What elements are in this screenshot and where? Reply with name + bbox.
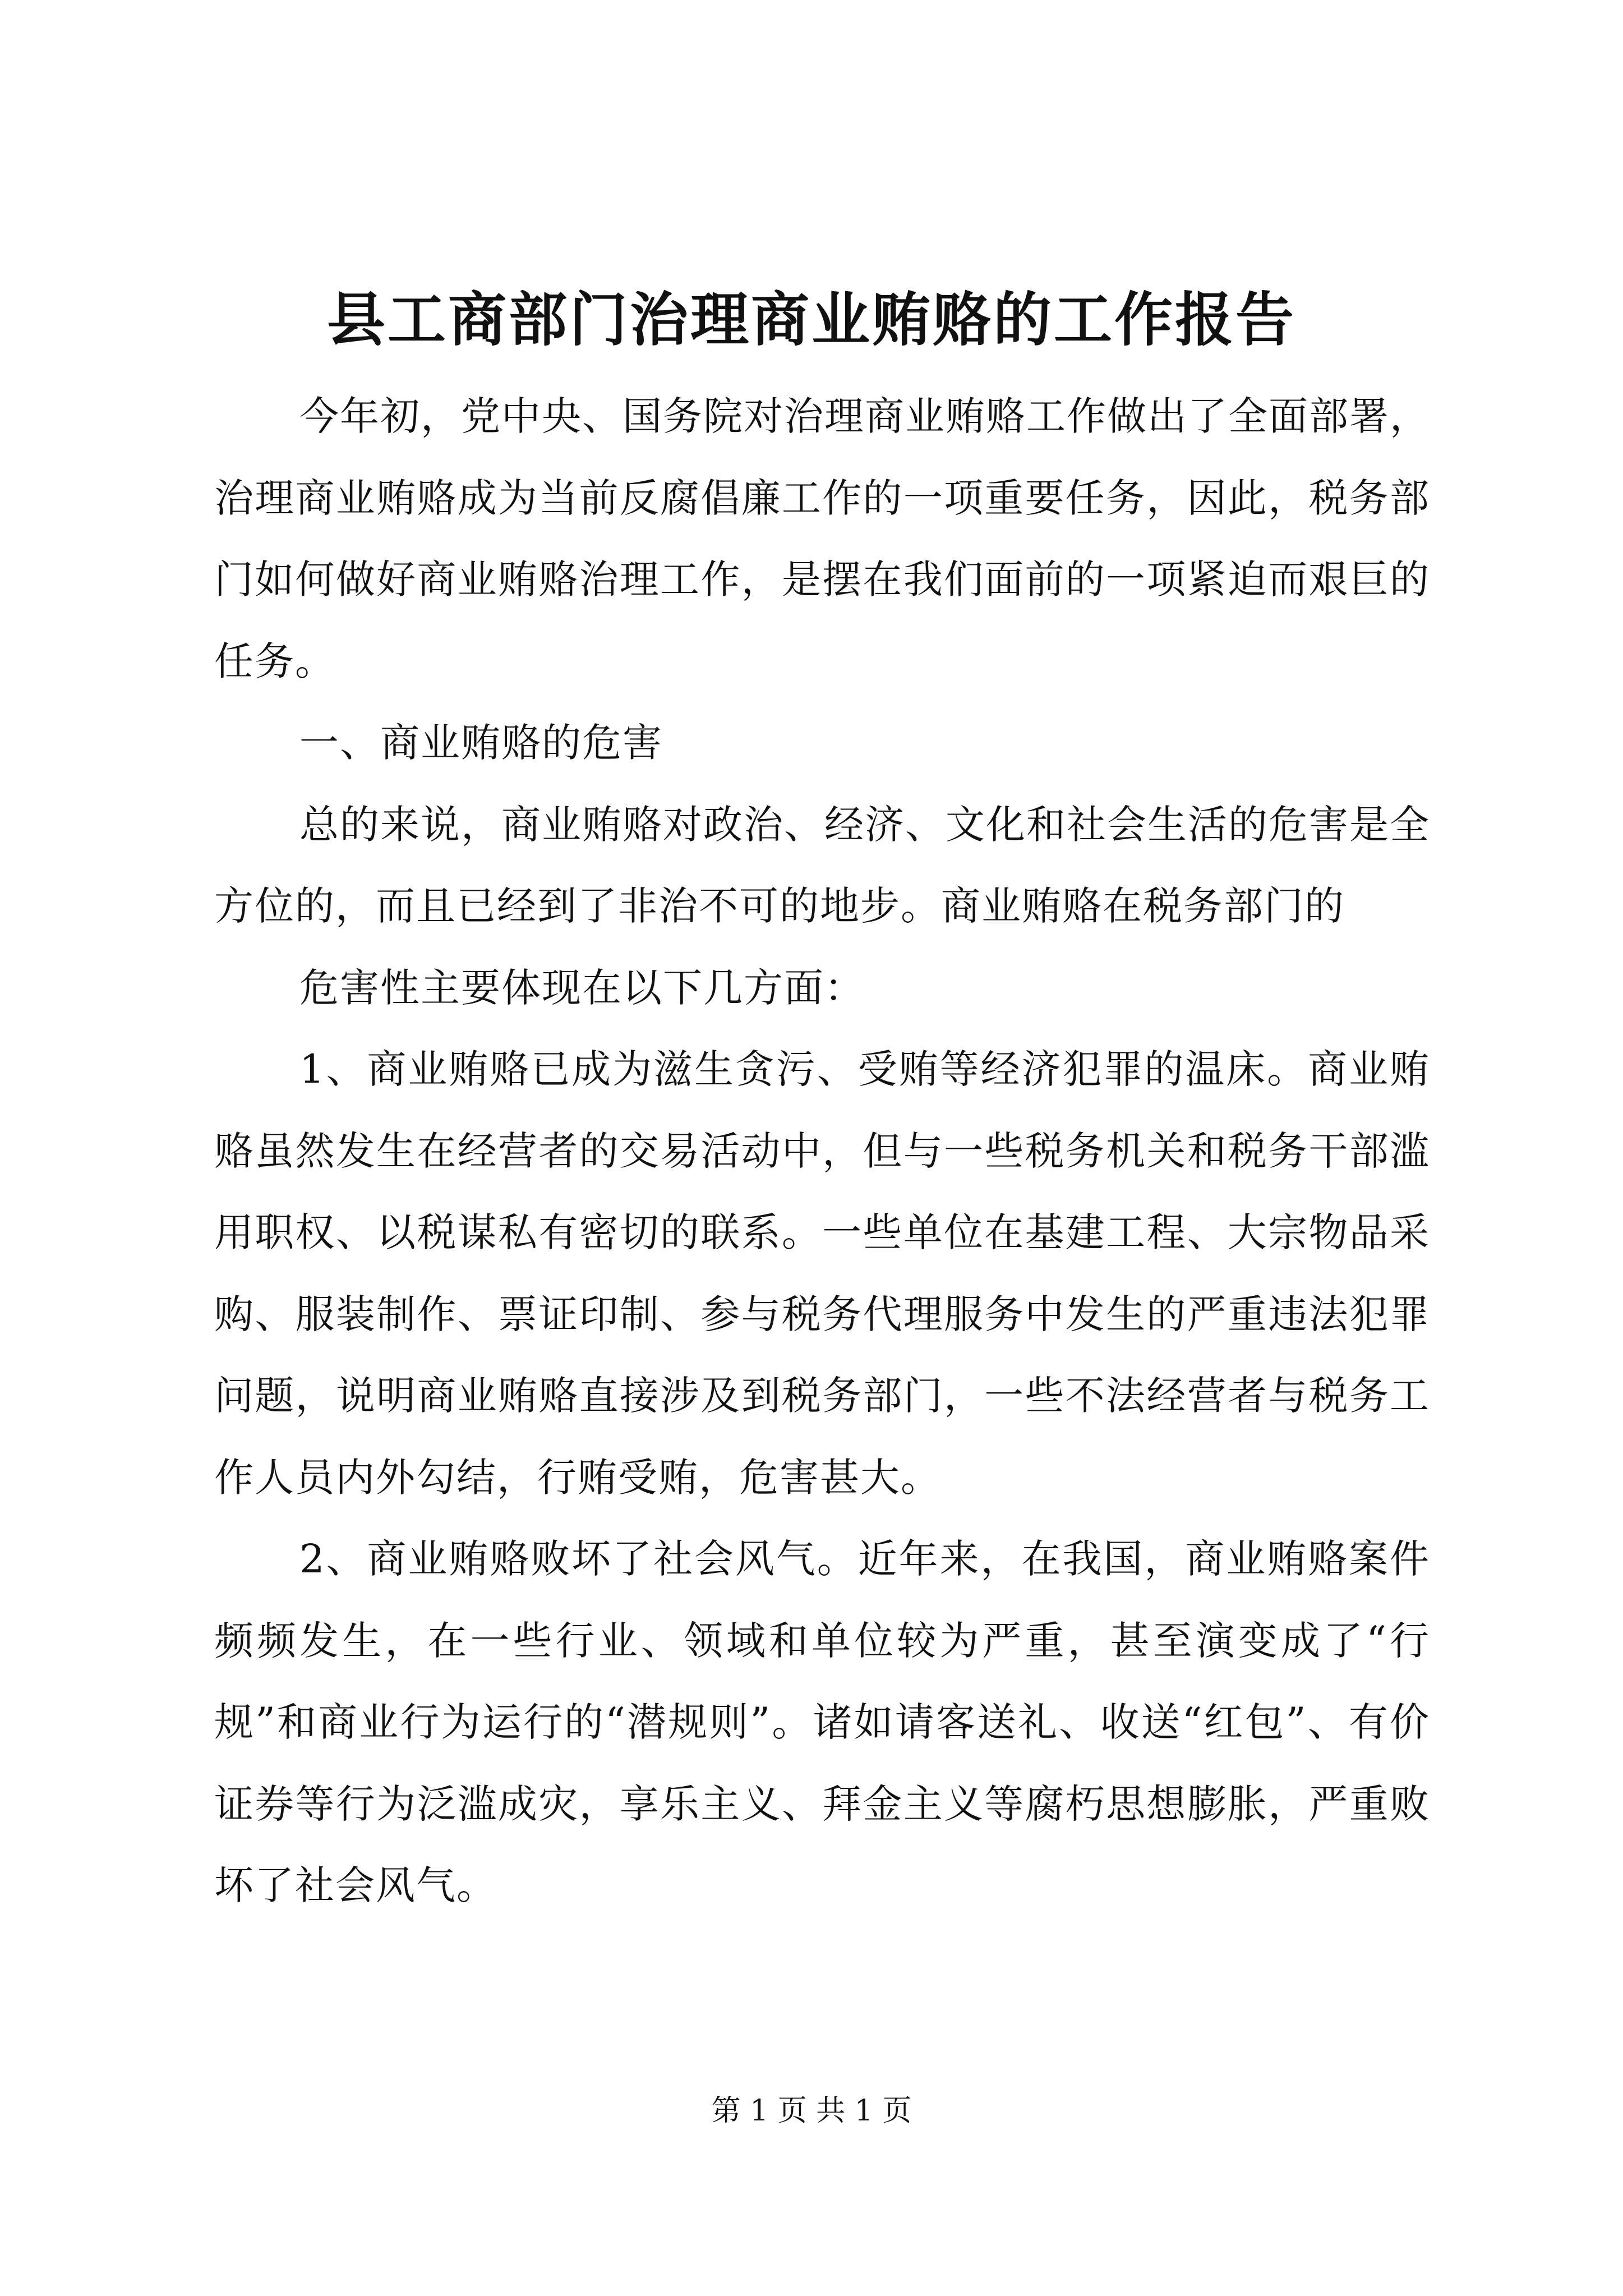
paragraph-overview: 总的来说，商业贿赂对政治、经济、文化和社会生活的危害是全方位的，而且已经到了非治不可的地步。商业贿赂在税务部门的 xyxy=(214,801,1430,929)
paragraph-point-1: 1、商业贿赂已成为滋生贪污、受贿等经济犯罪的温床。商业贿赂虽然发生在经营者的交易活动中，但与一些税务机关和税务干部滥用职权、以税谋私有密切的联系。一些单位在基建工程、大宗物品采购、服装制作、票证印制、参与税务代理服务中发生的严重违法犯罪问题，说明商业贿赂直接涉及到税务部门，一些不法经营者与税务工作人员内外勾结，行贿受贿，危害甚大。 xyxy=(214,1046,1430,1501)
document-title: 县工商部门治理商业贿赂的工作报告 xyxy=(326,285,1296,354)
paragraph-intro: 今年初，党中央、国务院对治理商业贿赂工作做出了全面部署，治理商业贿赂成为当前反腐倡廉工作的一项重要任务，因此，税务部门如何做好商业贿赂治理工作，是摆在我们面前的一项紧迫而艰巨的任务。 xyxy=(214,393,1430,684)
document-body xyxy=(214,376,1430,1927)
paragraph-aspects-intro: 危害性主要体现在以下几方面： xyxy=(299,964,865,1011)
page-footer: 第 1 页 共 1 页 xyxy=(711,2094,912,2128)
section-heading-harms: 一、商业贿赂的危害 xyxy=(299,720,663,766)
paragraph-point-2: 2、商业贿赂败坏了社会风气。近年来，在我国，商业贿赂案件频频发生，在一些行业、领域和单位较为严重，甚至演变成了“行规”和商业行为运行的“潜规则”。诸如请客送礼、收送“红包”、有价证券等行为泛滥成灾，享乐主义、拜金主义等腐朽思想膨胀，严重败坏了社会风气。 xyxy=(214,1536,1430,1908)
